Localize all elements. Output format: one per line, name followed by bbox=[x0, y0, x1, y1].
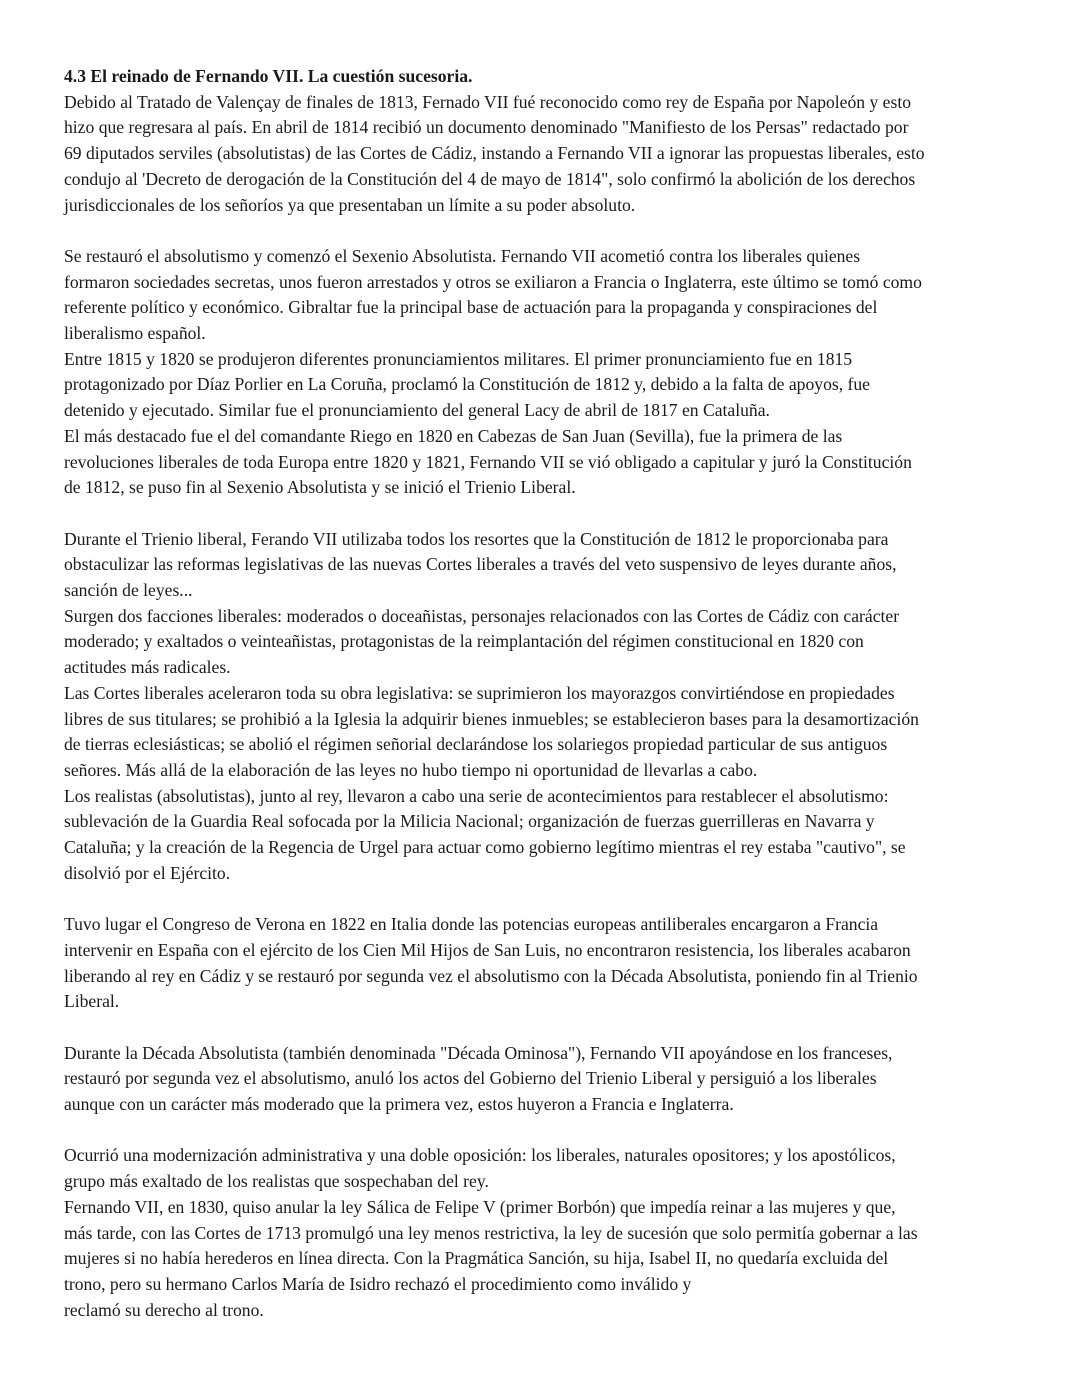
text-line: Debido al Tratado de Valençay de finales de 1813, Fernado VII fué reconocido como rey de España por Napoleón y esto bbox=[64, 91, 912, 112]
text-line: Durante la Década Absolutista (también denominada "Década Ominosa"), Fernando VII apoyándose en los franceses, bbox=[64, 1042, 893, 1063]
text-line: protagonizado por Díaz Porlier en La Coruña, proclamó la Constitución de 1812 y, debido a la falta de apoyos, fue bbox=[64, 374, 870, 395]
text-line: de tierras eclesiásticas; se abolió el régimen señorial declarándose los solariegos propiedad particular de sus antiguos bbox=[64, 734, 888, 755]
text-line: liberando al rey en Cádiz y se restauró por segunda vez el absolutismo con la Década Absolutista, poniendo fin al Trienio bbox=[64, 965, 918, 986]
text-line: hizo que regresara al país. En abril de 1814 recibió un documento denominado "Manifiesto de los Persas" redactado por bbox=[64, 117, 909, 138]
text-line: más tarde, con las Cortes de 1713 promulgó una ley menos restrictiva, la ley de sucesión que solo permitía gobernar a las bbox=[64, 1222, 918, 1243]
document-body bbox=[64, 90, 1024, 1324]
text-line: sanción de leyes... bbox=[64, 580, 193, 601]
text-line: intervenir en España con el ejército de los Cien Mil Hijos de San Luis, no encontraron resistencia, los liberales acabaron bbox=[64, 939, 911, 960]
text-line: 69 diputados serviles (absolutistas) de las Cortes de Cádiz, instando a Fernando VII a ignorar las propuestas liberales, esto bbox=[64, 143, 925, 164]
text-line: referente político y económico. Gibraltar fue la principal base de actuación para la propaganda y conspiraciones del bbox=[64, 297, 878, 318]
paragraph-block-2 bbox=[64, 244, 1024, 501]
text-line: aunque con un carácter más moderado que la primera vez, estos huyeron a Francia e Inglaterra. bbox=[64, 1094, 734, 1115]
paragraph-gap bbox=[64, 1118, 1024, 1144]
text-line: Las Cortes liberales aceleraron toda su obra legislativa: se suprimieron los mayorazgos convirtiéndose en propiedades bbox=[64, 682, 895, 703]
paragraph-block-3 bbox=[64, 527, 1024, 887]
paragraph-gap bbox=[64, 886, 1024, 912]
text-line: Se restauró el absolutismo y comenzó el Sexenio Absolutista. Fernando VII acometió contra los liberales quienes bbox=[64, 245, 861, 266]
section-heading: 4.3 El reinado de Fernando VII. La cuestión sucesoria. bbox=[64, 66, 473, 86]
paragraph-block-4 bbox=[64, 912, 1024, 1015]
text-line: jurisdiccionales de los señoríos ya que presentaban un límite a su poder absoluto. bbox=[64, 194, 636, 215]
text-line: Fernando VII, en 1830, quiso anular la ley Sálica de Felipe V (primer Borbón) que impedía reinar a las mujeres y que, bbox=[64, 1196, 896, 1217]
text-line: disolvió por el Ejército. bbox=[64, 862, 231, 883]
text-line: reclamó su derecho al trono. bbox=[64, 1299, 264, 1320]
text-line: sublevación de la Guardia Real sofocada por la Milicia Nacional; organización de fuerzas guerrilleras en Navarra y bbox=[64, 811, 875, 832]
text-line: Entre 1815 y 1820 se produjeron diferentes pronunciamientos militares. El primer pronunciamiento fue en 1815 bbox=[64, 348, 853, 369]
paragraph-gap bbox=[64, 501, 1024, 527]
text-line: Ocurrió una modernización administrativa y una doble oposición: los liberales, naturales opositores; y los apostólicos, bbox=[64, 1145, 896, 1166]
document-page bbox=[64, 64, 1024, 1323]
text-line: Liberal. bbox=[64, 991, 120, 1012]
text-line: formaron sociedades secretas, unos fueron arrestados y otros se exiliaron a Francia o Inglaterra, este último se tomó como bbox=[64, 271, 922, 292]
paragraph-gap bbox=[64, 218, 1024, 244]
paragraph-block-5 bbox=[64, 1041, 1024, 1118]
text-line: Los realistas (absolutistas), junto al rey, llevaron a cabo una serie de acontecimientos para restablecer el absolutismo: bbox=[64, 785, 889, 806]
text-line: libres de sus titulares; se prohibió a la Iglesia la adquirir bienes inmuebles; se establecieron bases para la desamortización bbox=[64, 708, 919, 729]
paragraph-block-6 bbox=[64, 1143, 1024, 1323]
paragraph-block-1 bbox=[64, 90, 1024, 219]
text-line: Tuvo lugar el Congreso de Verona en 1822 en Italia donde las potencias europeas antiliberales encargaron a Francia bbox=[64, 914, 879, 935]
text-line: de 1812, se puso fin al Sexenio Absolutista y se inició el Trienio Liberal. bbox=[64, 477, 576, 498]
text-line: El más destacado fue el del comandante Riego en 1820 en Cabezas de San Juan (Sevilla), fue la primera de las bbox=[64, 425, 843, 446]
text-line: detenido y ejecutado. Similar fue el pronunciamiento del general Lacy de abril de 1817 en Cataluña. bbox=[64, 400, 770, 421]
text-line: Durante el Trienio liberal, Ferando VII utilizaba todos los resortes que la Constitución de 1812 le proporcionaba para bbox=[64, 528, 889, 549]
text-line: liberalismo español. bbox=[64, 323, 206, 344]
text-line: actitudes más radicales. bbox=[64, 657, 231, 678]
text-line: condujo al 'Decreto de derogación de la Constitución del 4 de mayo de 1814", solo confirmó la abolición de los derechos bbox=[64, 168, 916, 189]
text-line: Surgen dos facciones liberales: moderados o doceañistas, personajes relacionados con las Cortes de Cádiz con carácter bbox=[64, 605, 900, 626]
text-line: grupo más exaltado de los realistas que sospechaban del rey. bbox=[64, 1171, 489, 1192]
text-line: señores. Más allá de la elaboración de las leyes no hubo tiempo ni oportunidad de llevarlas a cabo. bbox=[64, 759, 758, 780]
text-line: trono, pero su hermano Carlos María de Isidro rechazó el procedimiento como inválido y bbox=[64, 1273, 692, 1294]
text-line: restauró por segunda vez el absolutismo, anuló los actos del Gobierno del Trienio Liberal y persiguió a los liberales bbox=[64, 1068, 877, 1089]
text-line: moderado; y exaltados o veinteañistas, protagonistas de la reimplantación del régimen constitucional en 1820 con bbox=[64, 631, 864, 652]
text-line: Cataluña; y la creación de la Regencia de Urgel para actuar como gobierno legítimo mientras el rey estaba "cautivo", se bbox=[64, 837, 906, 858]
paragraph-gap bbox=[64, 1015, 1024, 1041]
text-line: revoluciones liberales de toda Europa entre 1820 y 1821, Fernando VII se vió obligado a capitular y juró la Constitución bbox=[64, 451, 912, 472]
text-line: mujeres si no había herederos en línea directa. Con la Pragmática Sanción, su hija, Isabel II, no quedaría excluida del bbox=[64, 1248, 889, 1269]
text-line: obstaculizar las reformas legislativas de las nuevas Cortes liberales a través del veto suspensivo de leyes durante años, bbox=[64, 554, 897, 575]
